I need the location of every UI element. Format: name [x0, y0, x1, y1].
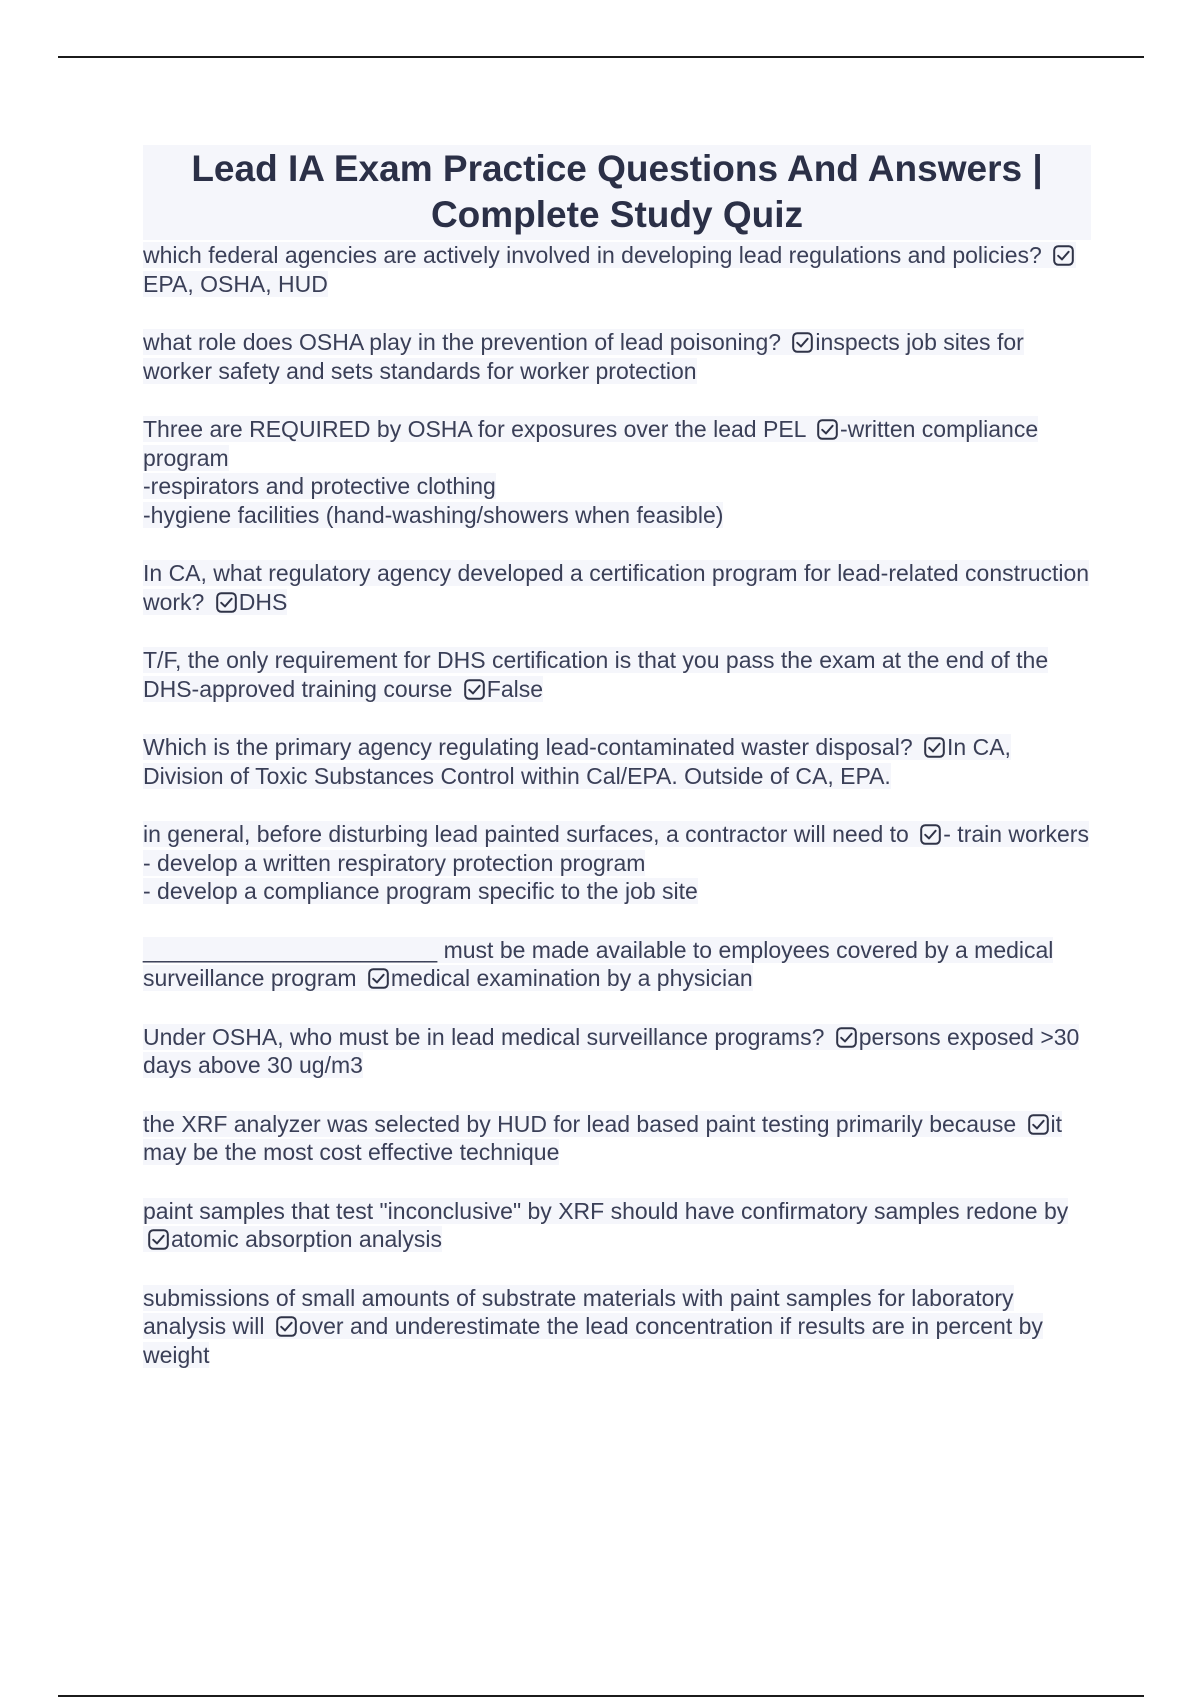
answer-text: DHS: [238, 588, 288, 615]
qa-item: [143, 733, 1091, 790]
answer-text: inspects job sites for worker safety and sets standards for worker protection: [143, 329, 1024, 384]
qa-item: [143, 1197, 1091, 1254]
question-text: paint samples that test "inconclusive" by XRF should have confirmatory samples redone by: [143, 1197, 1069, 1224]
checkbox-checked-icon: [817, 419, 838, 440]
title-line-1: Lead IA Exam Practice Questions And Answers |: [191, 148, 1043, 189]
answer-extra-line: -respirators and protective clothing: [143, 473, 496, 499]
answer-text: In CA, Division of Toxic Substances Control within Cal/EPA. Outside of CA, EPA.: [143, 734, 1011, 789]
question-text: submissions of small amounts of substrate materials with paint samples for laboratory analysis will: [143, 1284, 1014, 1339]
checkbox-checked-icon: [276, 1316, 297, 1337]
qa-item: [143, 1284, 1091, 1370]
answer-extra-line: - develop a written respiratory protection program: [143, 849, 646, 876]
answer-text: it may be the most cost effective technique: [143, 1110, 1063, 1165]
question-text: _______________________ must be made available to employees covered by a medical surveillance program: [143, 936, 1054, 991]
question-text: in general, before disturbing lead painted surfaces, a contractor will need to: [143, 821, 909, 847]
qa-item: [143, 936, 1091, 993]
question-text: T/F, the only requirement for DHS certification is that you pass the exam at the end of the DHS-approved training course: [143, 647, 1049, 702]
question-text: the XRF analyzer was selected by HUD for lead based paint testing primarily because: [143, 1110, 1017, 1137]
qa-item: [143, 559, 1091, 616]
qa-item: [143, 415, 1091, 529]
checkbox-checked-icon: [836, 1027, 857, 1048]
answer-extra-line: - develop a compliance program specific to the job site: [143, 878, 698, 904]
qa-list: [143, 241, 1091, 1369]
qa-item: [143, 646, 1091, 703]
checkbox-checked-icon: [792, 332, 813, 353]
qa-item: [143, 1110, 1091, 1167]
question-text: Three are REQUIRED by OSHA for exposures over the lead PEL: [143, 416, 806, 442]
answer-text: False: [486, 675, 544, 702]
question-text: what role does OSHA play in the prevention of lead poisoning?: [143, 329, 782, 355]
checkbox-checked-icon: [148, 1229, 169, 1250]
bottom-rule: [58, 1695, 1144, 1697]
question-text: Which is the primary agency regulating lead-contaminated waster disposal?: [143, 734, 913, 760]
title-line-2: Complete Study Quiz: [430, 194, 804, 235]
answer-text: EPA, OSHA, HUD: [143, 270, 328, 297]
qa-item: [143, 241, 1091, 298]
checkbox-checked-icon: [1053, 245, 1074, 266]
answer-extra-line: -hygiene facilities (hand-washing/showers when feasible): [143, 501, 724, 528]
qa-item: [143, 328, 1091, 385]
top-rule: [58, 56, 1144, 58]
document-page: [143, 145, 1091, 1369]
answer-text: medical examination by a physician: [390, 965, 753, 991]
checkbox-checked-icon: [464, 679, 485, 700]
answer-text: -written compliance program: [143, 416, 1039, 471]
answer-text: over and underestimate the lead concentration if results are in percent by weight: [143, 1313, 1043, 1368]
checkbox-checked-icon: [216, 592, 237, 613]
question-text: which federal agencies are actively involved in developing lead regulations and policies?: [143, 242, 1042, 268]
checkbox-checked-icon: [1028, 1114, 1049, 1135]
checkbox-checked-icon: [924, 737, 945, 758]
document-title: [143, 145, 1091, 240]
answer-text: atomic absorption analysis: [171, 1226, 443, 1252]
checkbox-checked-icon: [368, 968, 389, 989]
question-text: Under OSHA, who must be in lead medical surveillance programs?: [143, 1023, 825, 1050]
answer-text: persons exposed >30 days above 30 ug/m3: [143, 1023, 1080, 1078]
qa-item: [143, 820, 1091, 906]
qa-item: [143, 1023, 1091, 1080]
checkbox-checked-icon: [920, 824, 941, 845]
answer-text: - train workers: [943, 821, 1089, 847]
question-text: In CA, what regulatory agency developed a certification program for lead-related construction work?: [143, 560, 1090, 615]
